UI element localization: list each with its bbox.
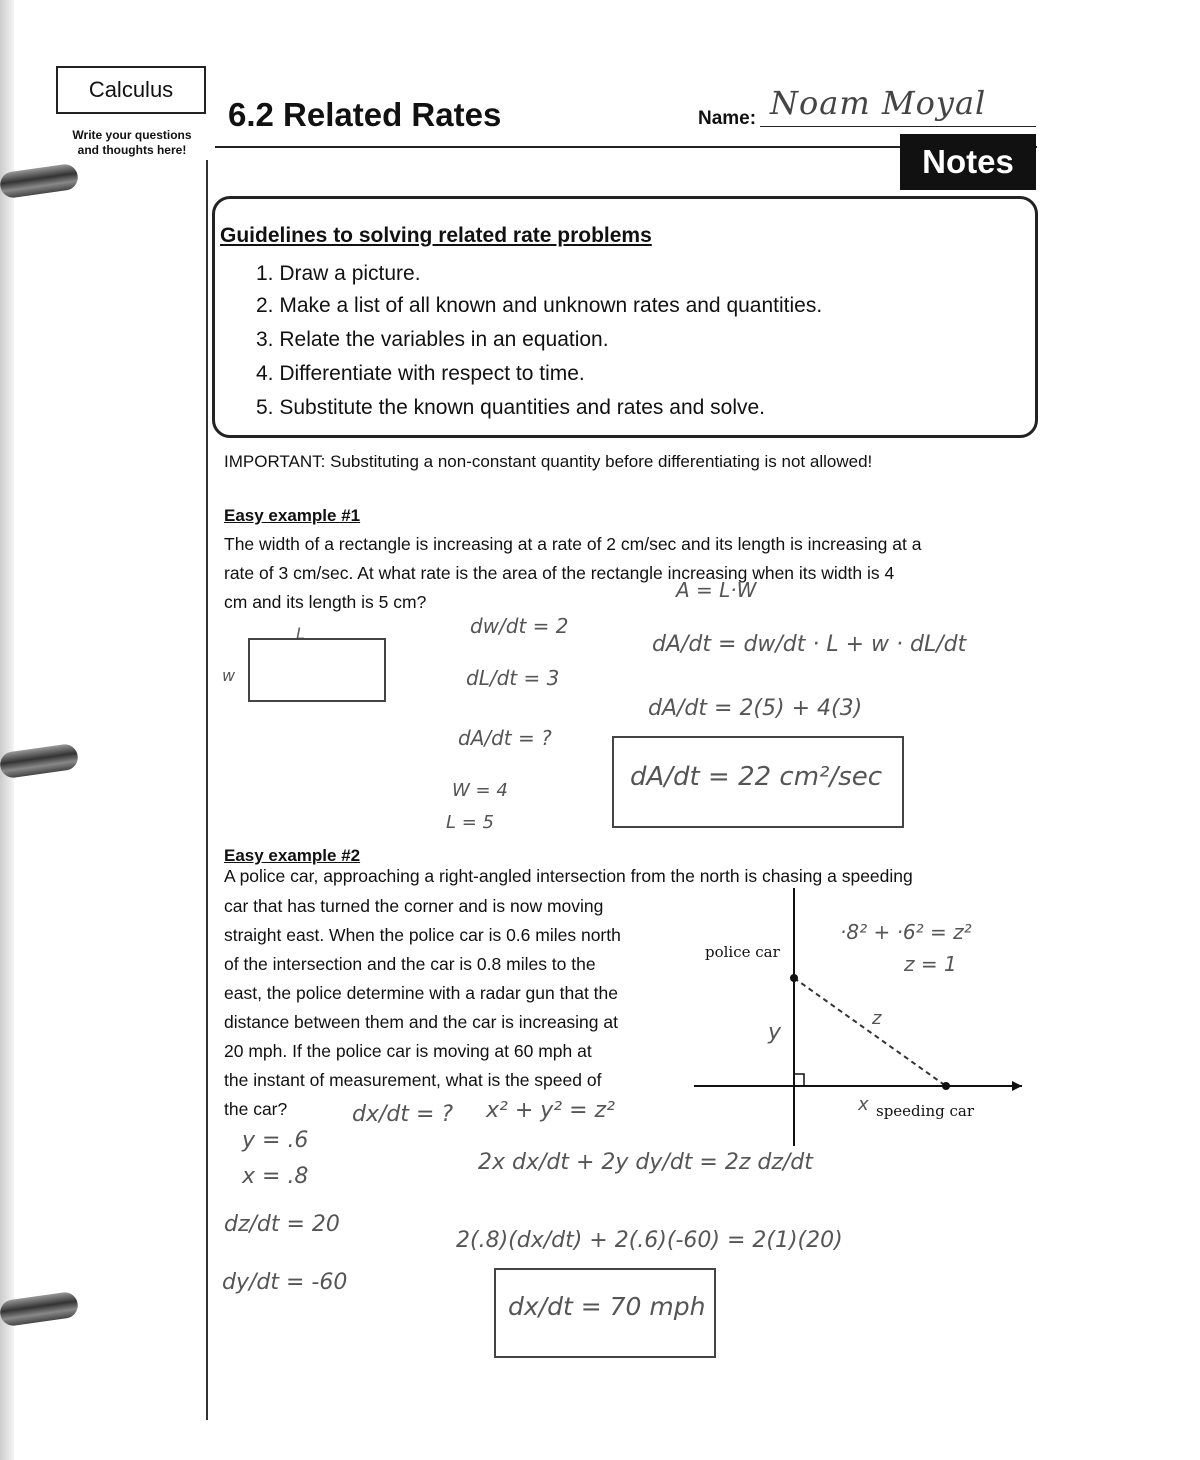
- example2-line: the car?: [224, 1099, 288, 1119]
- area-formula: A = L·W: [676, 578, 757, 602]
- speeding-car-label: speeding car: [876, 1102, 974, 1120]
- example2-title: Easy example #2: [224, 846, 361, 865]
- margin-divider: [206, 160, 208, 1420]
- rect-length-label: L: [296, 624, 305, 643]
- x-label: x: [858, 1094, 869, 1115]
- example2-first-line: A police car, approaching a right-angled intersection from the north is chasing a speeding: [224, 866, 913, 886]
- z-label: z: [872, 1008, 882, 1029]
- example2-line: 20 mph. If the police car is moving at 60 mph at: [224, 1041, 592, 1061]
- guideline-item: 5. Substitute the known quantities and rates and solve.: [256, 396, 765, 419]
- speeding-car-dot: [942, 1082, 950, 1090]
- differentiated-equation: 2x dx/dt + 2y dy/dt = 2z dz/dt: [478, 1150, 813, 1175]
- guideline-item: 3. Relate the variables in an equation.: [256, 328, 609, 351]
- example2-line: of the intersection and the car is 0.8 miles to the: [224, 954, 596, 974]
- guidelines-title: Guidelines to solving related rate problems: [220, 224, 652, 247]
- w-value: W = 4: [452, 780, 508, 801]
- example2-line: the instant of measurement, what is the speed of: [224, 1070, 602, 1090]
- page-title: 6.2 Related Rates: [228, 96, 502, 133]
- dl-given: dL/dt = 3: [466, 666, 560, 690]
- guideline-item: 1. Draw a picture.: [256, 262, 421, 285]
- x-given: x = .8: [242, 1164, 309, 1189]
- z-value: z = 1: [904, 952, 957, 976]
- margin-note: Write your questions and thoughts here!: [72, 128, 192, 157]
- example2-line: east, the police determine with a radar gun that the: [224, 983, 618, 1003]
- dx-unknown: dx/dt = ?: [352, 1102, 454, 1127]
- distance-line-z: [794, 978, 946, 1086]
- police-car-label: police car: [705, 943, 780, 961]
- substituted-equation: 2(.8)(dx/dt) + 2(.6)(-60) = 2(1)(20): [456, 1228, 843, 1253]
- l-value: L = 5: [446, 812, 495, 833]
- important-note: IMPORTANT: Substituting a non-constant quantity before differentiating is not allowed!: [224, 452, 873, 471]
- example1-title: Easy example #1: [224, 506, 361, 525]
- name-field[interactable]: Noam Moyal: [770, 84, 987, 122]
- answer1: dA/dt = 22 cm²/sec: [630, 762, 883, 792]
- east-arrow: [1012, 1081, 1022, 1091]
- answer2: dx/dt = 70 mph: [508, 1292, 706, 1321]
- police-car-dot: [790, 974, 798, 982]
- example1-line: cm and its length is 5 cm?: [224, 592, 427, 612]
- right-angle-mark: [794, 1074, 804, 1086]
- course-label: Calculus: [56, 66, 206, 114]
- dw-given: dw/dt = 2: [470, 614, 569, 638]
- y-given: y = .6: [242, 1128, 309, 1153]
- product-rule-step: dA/dt = dw/dt · L + w · dL/dt: [652, 632, 967, 657]
- dy-given: dy/dt = -60: [222, 1270, 348, 1295]
- guideline-item: 2. Make a list of all known and unknown rates and quantities.: [256, 294, 823, 317]
- substitution-step: dA/dt = 2(5) + 4(3): [648, 696, 863, 721]
- name-label: Name:: [698, 108, 757, 129]
- rect-width-label: w: [222, 666, 236, 685]
- binder-edge: [0, 0, 14, 1460]
- notes-badge: Notes: [900, 134, 1036, 190]
- pythagorean-equation: x² + y² = z²: [486, 1098, 615, 1123]
- dz-given: dz/dt = 20: [224, 1212, 340, 1237]
- example2-text: [224, 892, 621, 1124]
- example1-text: [224, 530, 921, 617]
- rectangle-sketch: [248, 638, 386, 702]
- example1-line: The width of a rectangle is increasing at a rate of 2 cm/sec and its length is increasing at a: [224, 534, 922, 554]
- da-unknown: dA/dt = ?: [458, 726, 552, 750]
- name-underline: [760, 126, 1036, 127]
- guideline-item: 4. Differentiate with respect to time.: [256, 362, 585, 385]
- example2-line: car that has turned the corner and is now moving: [224, 896, 604, 916]
- example2-line: distance between them and the car is increasing at: [224, 1012, 618, 1032]
- pythagorean-check: ·8² + ·6² = z²: [840, 920, 972, 944]
- example2-line: straight east. When the police car is 0.6 miles north: [224, 925, 621, 945]
- y-label: y: [768, 1020, 782, 1045]
- example1-line: rate of 3 cm/sec. At what rate is the area of the rectangle increasing when its width is 4: [224, 563, 895, 583]
